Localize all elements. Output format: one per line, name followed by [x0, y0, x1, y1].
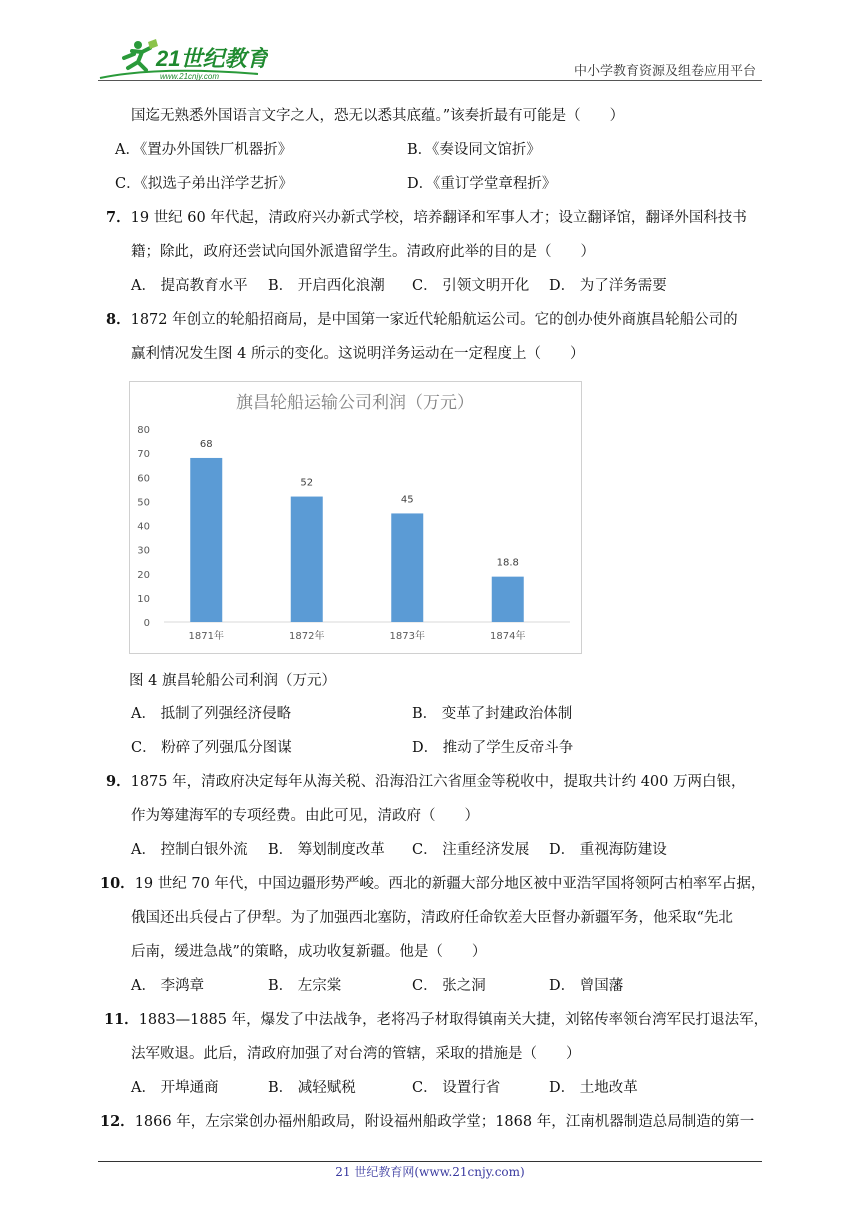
y-tick-label: 60: [137, 473, 150, 485]
q8-option-b: B． 变革了封建政治体制: [412, 706, 573, 722]
q7-line1: 7．19 世纪 60 年代起，清政府兴办新式学校，培养翻译和军事人才；设立翻译馆，翻译外国科技书: [106, 209, 747, 226]
bar: [492, 577, 524, 622]
q11-option-a: A． 开埠通商: [131, 1080, 219, 1096]
y-tick-label: 10: [137, 593, 150, 605]
q9-option-a: A． 控制白银外流: [131, 842, 248, 858]
q12-line1: 12．1866 年，左宗棠创办福州船政局，附设福州船政学堂；1868 年，江南机器制造总局制造的第一: [100, 1113, 755, 1130]
x-tick-label: 1873年: [389, 631, 425, 642]
y-tick-label: 20: [137, 569, 150, 581]
bar: [391, 513, 423, 622]
header-divider: [98, 80, 762, 81]
q12-number: 12．: [100, 1113, 135, 1130]
q10-option-a: A． 李鸿章: [131, 978, 205, 994]
q10-number: 10．: [100, 875, 135, 892]
chart-title: 旗昌轮船运输公司利润（万元）: [236, 393, 474, 413]
footer-divider: [98, 1161, 762, 1162]
q9-line2: 作为筹建海军的专项经费。由此可见，清政府（ ）: [131, 808, 479, 824]
q11-option-d: D． 土地改革: [549, 1080, 638, 1096]
q11-line2: 法军败退。此后，清政府加强了对台湾的管辖，采取的措施是（ ）: [131, 1046, 581, 1062]
brand-logo: [98, 36, 268, 82]
profit-bar-chart: [129, 381, 582, 654]
logo-subtext: www.21cnjy.com: [160, 72, 219, 81]
x-tick-label: 1871年: [188, 631, 224, 642]
page-header: [98, 36, 762, 82]
q8-number: 8．: [106, 311, 131, 328]
q7-option-a: A． 提高教育水平: [131, 278, 248, 294]
q9-option-b: B． 筹划制度改革: [268, 842, 385, 858]
platform-name: 中小学教育资源及组卷应用平台: [573, 64, 756, 79]
q6-option-d: D．《重订学堂章程折》: [407, 176, 557, 192]
y-tick-label: 80: [137, 425, 150, 436]
q10-line3: 后南，缓进急战”的策略，成功收复新疆。他是（ ）: [131, 944, 487, 960]
q6-tail: 国迄无熟悉外国语言文字之人，恐无以悉其底蕴。”该奏折最有可能是（ ）: [131, 108, 625, 124]
q11-option-b: B． 减轻赋税: [268, 1080, 356, 1096]
q8-option-c: C． 粉碎了列强瓜分图谋: [131, 740, 292, 756]
q9-number: 9．: [106, 773, 131, 790]
q10-option-b: B． 左宗棠: [268, 978, 342, 994]
q7-option-c: C． 引领文明开化: [412, 278, 530, 294]
q6-option-a: A．《置办外国铁厂机器折》: [115, 142, 293, 158]
bar: [190, 458, 222, 622]
q7-line2: 籍；除此，政府还尝试向国外派遣留学生。清政府此举的目的是（ ）: [131, 244, 595, 260]
q7-number: 7．: [106, 209, 131, 226]
q9-option-d: D． 重视海防建设: [549, 842, 667, 858]
x-tick-label: 1874年: [490, 631, 526, 642]
q6-option-b: B．《奏设同文馆折》: [407, 142, 541, 158]
y-tick-label: 40: [137, 521, 150, 533]
y-tick-label: 30: [137, 545, 150, 557]
q8-line1: 8．1872 年创立的轮船招商局，是中国第一家近代轮船航运公司。它的创办使外商旗昌轮船公司的: [106, 311, 738, 328]
data-label: 18.8: [496, 557, 519, 569]
q9-line1: 9．1875 年，清政府决定每年从海关税、沿海沿江六省厘金等税收中，提取共计约 400 万两白银，: [106, 773, 746, 790]
chart-svg: [130, 382, 581, 653]
figure-caption: 图 4 旗昌轮船公司利润（万元）: [129, 673, 336, 689]
bar: [291, 497, 323, 622]
y-tick-label: 0: [143, 618, 150, 629]
data-label: 68: [199, 438, 213, 450]
q9-option-c: C． 注重经济发展: [412, 842, 530, 858]
q10-line2: 俄国还出兵侵占了伊犁。为了加强西北塞防，清政府任命钦差大臣督办新疆军务，他采取“先北: [131, 910, 733, 926]
y-tick-label: 70: [137, 449, 150, 461]
data-label: 45: [400, 494, 414, 506]
q11-number: 11．: [104, 1011, 139, 1028]
q6-option-c: C．《拟选子弟出洋学艺折》: [115, 176, 293, 192]
q10-line1: 10．19 世纪 70 年代，中国边疆形势严峻。西北的新疆大部分地区被中亚浩罕国将领阿古柏率军占据，: [100, 875, 766, 892]
q8-option-a: A． 抵制了列强经济侵略: [131, 706, 292, 722]
q7-option-d: D． 为了洋务需要: [549, 278, 667, 294]
q8-line2: 赢利情况发生图 4 所示的变化。这说明洋务运动在一定程度上（ ）: [131, 346, 585, 362]
data-label: 52: [300, 477, 314, 489]
q10-option-c: C． 张之洞: [412, 978, 486, 994]
q11-line1: 11．1883—1885 年，爆发了中法战争，老将冯子材取得镇南关大捷，刘铭传率领台湾军民打退法军，: [104, 1011, 769, 1028]
q8-option-d: D． 推动了学生反帝斗争: [412, 740, 574, 756]
footer-text: 21 世纪教育网(www.21cnjy.com): [335, 1165, 525, 1179]
x-tick-label: 1872年: [289, 631, 325, 642]
q10-option-d: D． 曾国藩: [549, 978, 624, 994]
logo-text: 21世纪教育: [156, 46, 268, 71]
y-tick-label: 50: [137, 497, 150, 509]
q7-option-b: B． 开启西化浪潮: [268, 278, 385, 294]
q11-option-c: C． 设置行省: [412, 1080, 501, 1096]
